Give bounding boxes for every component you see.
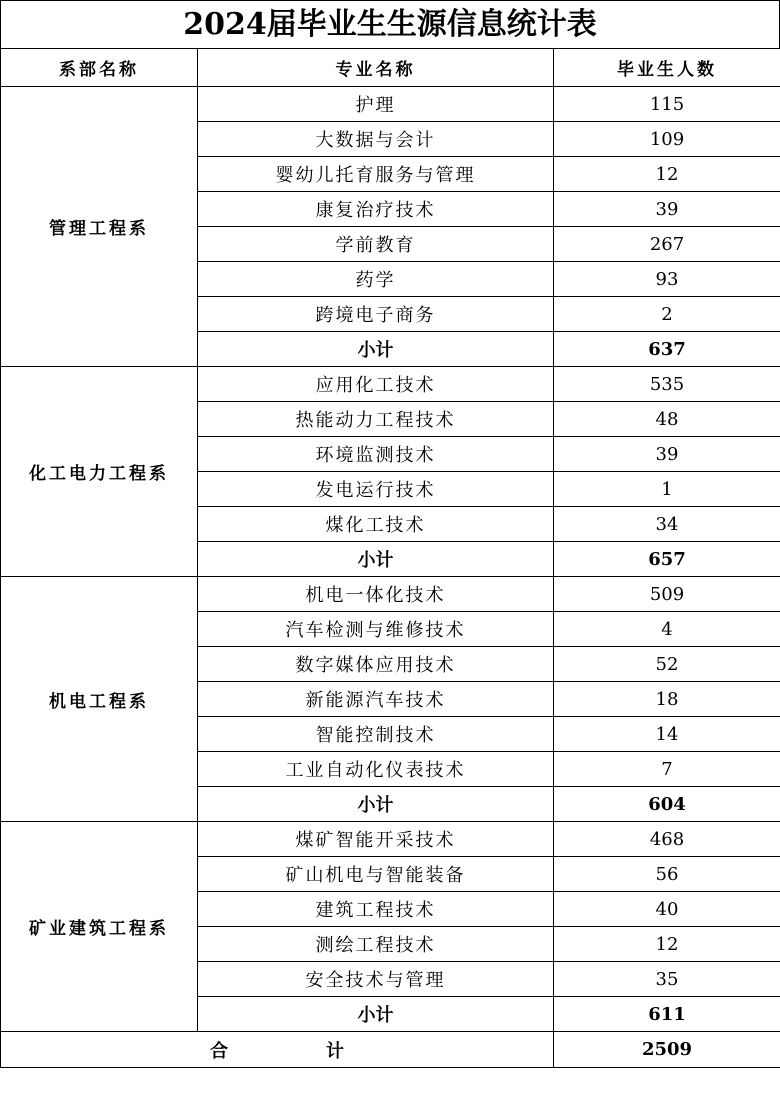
graduate-count-cell: 93 [554,262,780,297]
major-name-cell: 测绘工程技术 [198,927,554,962]
graduate-count-cell: 4 [554,612,780,647]
major-name-cell: 学前教育 [198,227,554,262]
table-body [1,87,780,1032]
graduate-count-cell: 267 [554,227,780,262]
major-name-cell: 发电运行技术 [198,472,554,507]
header-dept: 系部名称 [1,49,198,87]
total-label: 合 计 [1,1032,554,1068]
graduate-count-cell: 35 [554,962,780,997]
table-row [1,822,780,857]
subtotal-value: 611 [554,997,780,1032]
graduate-count-cell: 14 [554,717,780,752]
major-name-cell: 机电一体化技术 [198,577,554,612]
graduate-count-cell: 109 [554,122,780,157]
subtotal-label: 小计 [198,787,554,822]
subtotal-label: 小计 [198,997,554,1032]
header-major: 专业名称 [198,49,554,87]
subtotal-label: 小计 [198,332,554,367]
table-row [1,577,780,612]
subtotal-value: 637 [554,332,780,367]
major-name-cell: 智能控制技术 [198,717,554,752]
graduate-count-cell: 34 [554,507,780,542]
graduate-count-cell: 468 [554,822,780,857]
major-name-cell: 汽车检测与维修技术 [198,612,554,647]
major-name-cell: 煤化工技术 [198,507,554,542]
major-name-cell: 药学 [198,262,554,297]
graduate-count-cell: 39 [554,192,780,227]
major-name-cell: 热能动力工程技术 [198,402,554,437]
graduate-count-cell: 40 [554,892,780,927]
major-name-cell: 护理 [198,87,554,122]
subtotal-value: 604 [554,787,780,822]
major-name-cell: 康复治疗技术 [198,192,554,227]
graduate-count-cell: 535 [554,367,780,402]
header-count: 毕业生人数 [554,49,780,87]
graduate-table [0,48,780,1068]
major-name-cell: 大数据与会计 [198,122,554,157]
table-row [1,367,780,402]
subtotal-label: 小计 [198,542,554,577]
major-name-cell: 工业自动化仪表技术 [198,752,554,787]
subtotal-value: 657 [554,542,780,577]
total-row [1,1032,780,1068]
total-value: 2509 [554,1032,780,1068]
major-name-cell: 婴幼儿托育服务与管理 [198,157,554,192]
graduate-count-cell: 1 [554,472,780,507]
dept-name-cell: 矿业建筑工程系 [1,822,198,1032]
graduate-count-cell: 39 [554,437,780,472]
graduate-count-cell: 48 [554,402,780,437]
graduate-count-cell: 7 [554,752,780,787]
major-name-cell: 安全技术与管理 [198,962,554,997]
graduate-count-cell: 12 [554,927,780,962]
page-title: 2024届毕业生生源信息统计表 [0,0,780,48]
major-name-cell: 新能源汽车技术 [198,682,554,717]
major-name-cell: 矿山机电与智能装备 [198,857,554,892]
major-name-cell: 数字媒体应用技术 [198,647,554,682]
graduate-count-cell: 18 [554,682,780,717]
major-name-cell: 跨境电子商务 [198,297,554,332]
major-name-cell: 应用化工技术 [198,367,554,402]
dept-name-cell: 机电工程系 [1,577,198,822]
graduate-count-cell: 509 [554,577,780,612]
graduate-count-cell: 56 [554,857,780,892]
dept-name-cell: 化工电力工程系 [1,367,198,577]
graduate-count-cell: 115 [554,87,780,122]
major-name-cell: 建筑工程技术 [198,892,554,927]
major-name-cell: 煤矿智能开采技术 [198,822,554,857]
graduate-count-cell: 12 [554,157,780,192]
major-name-cell: 环境监测技术 [198,437,554,472]
graduate-count-cell: 52 [554,647,780,682]
dept-name-cell: 管理工程系 [1,87,198,367]
table-row [1,87,780,122]
header-row [1,49,780,87]
graduate-count-cell: 2 [554,297,780,332]
